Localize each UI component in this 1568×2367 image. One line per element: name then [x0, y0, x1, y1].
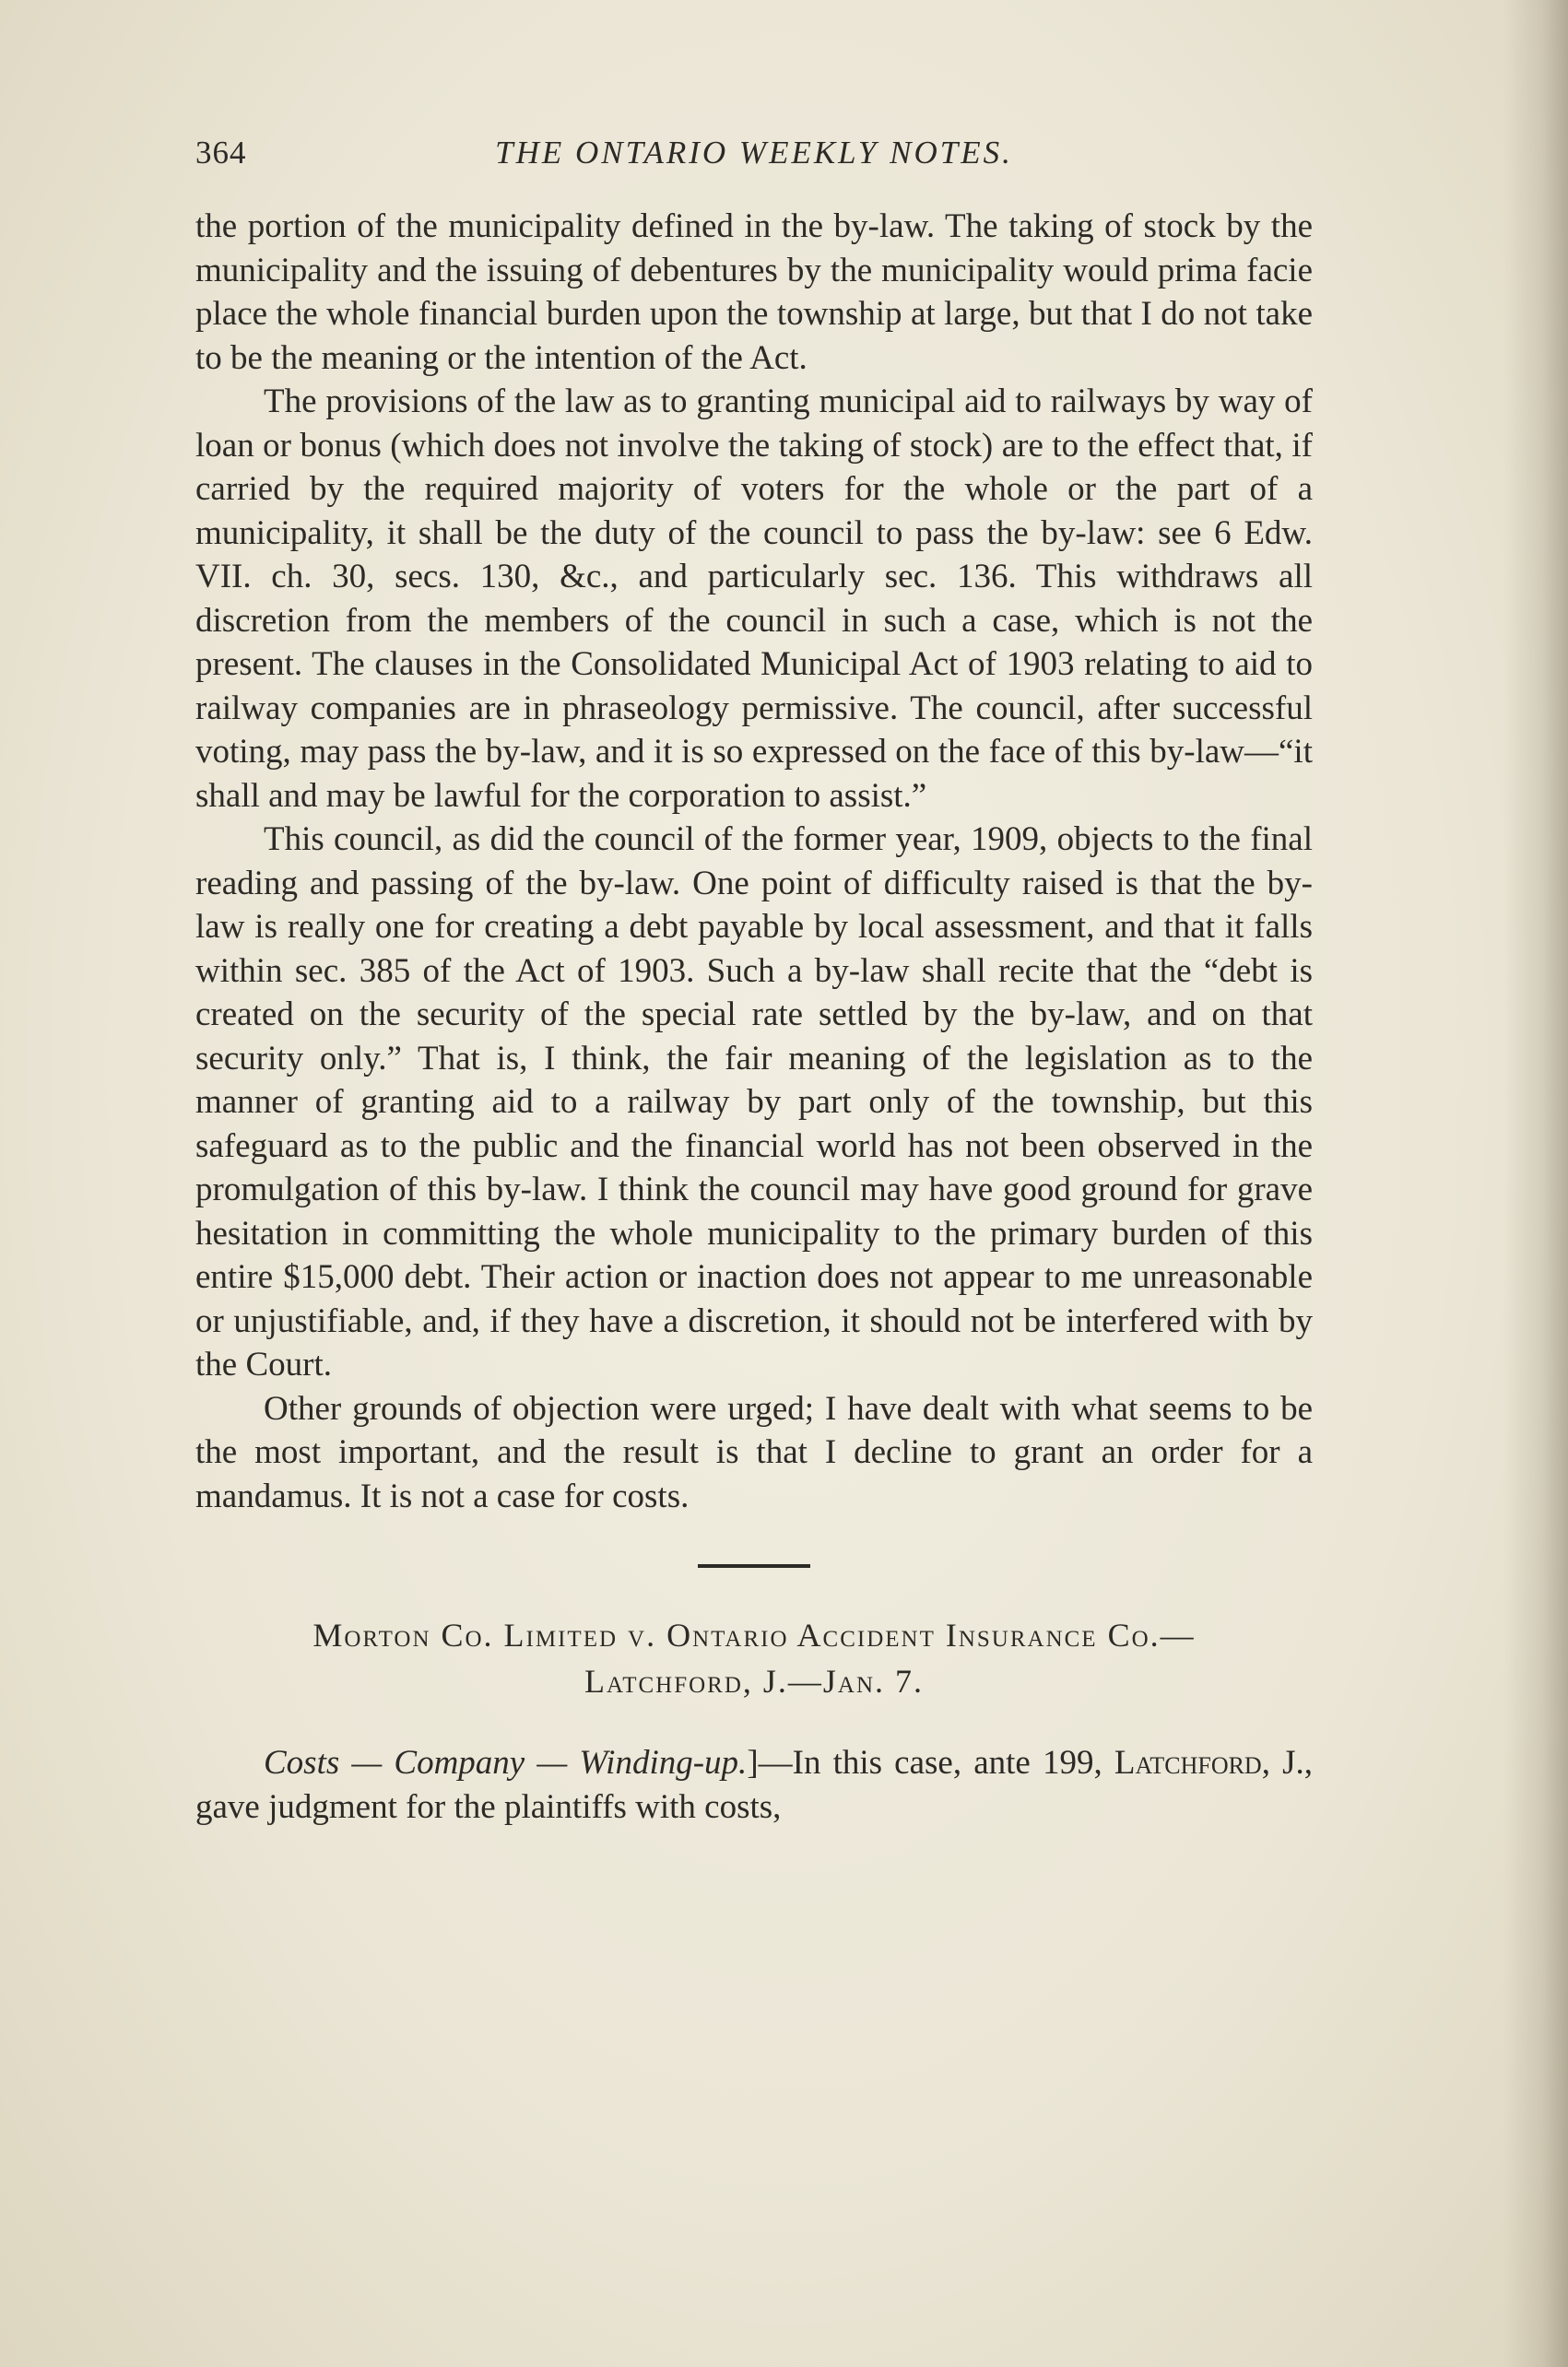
section-divider-rule: [698, 1564, 810, 1568]
case-judge-date: Latchford, J.—Jan. 7.: [584, 1663, 925, 1700]
case-heading: Morton Co. Limited v. Ontario Accident Insurance Co.—: [312, 1617, 1196, 1654]
paragraph-council-objection: This council, as did the council of the former year, 1909, objects to the final reading and passing of the by-law. One point of difficulty raised is that the by-law is really one for creating a debt payable by local assessment, and that it falls within sec. 385 of the Act of 1903. Such a by-law shall recite that the “debt is created on the security of the special rate settled by the by-law, and on that security only.” That is, I think, the fair meaning of the legislation as to the manner of granting aid to a railway by part only of the township, but this safeguard as to the public and the financial world has not been observed in the promulgation of this by-law. I think the council may have good ground for grave hesitation in committing the whole municipality to the primary burden of this entire $15,000 debt. Their action or inaction does not appear to me unreasonable or unjustifiable, and, if they have a discretion, it should not be interfered with by the Court.: [195, 820, 1313, 1384]
page-edge-shadow: [1503, 0, 1568, 2367]
case-summary: [195, 1741, 1313, 1829]
paragraph-conclusion: Other grounds of objection were urged; I have dealt with what seems to be the most important, and the result is that I decline to grant an order for a mandamus. It is not a case for costs.: [195, 1389, 1313, 1515]
paragraph-continuation: the portion of the municipality defined in the by-law. The taking of stock by the municipality and the issuing of debentures by the municipality would prima facie place the whole financial burden upon the township at large, but that I do not take to be the meaning or the intention of the Act.: [195, 207, 1313, 377]
case-catchwords: Costs — Company — Winding-up.: [264, 1744, 748, 1782]
page-content: [195, 129, 1313, 1829]
case-judgment-text: , J., gave judgment for the plaintiffs with costs,: [195, 1744, 1313, 1826]
case-reference: ]—In this case, ante 199,: [747, 1744, 1102, 1782]
page-number: 364: [195, 135, 247, 171]
judge-name: Latchford: [1114, 1744, 1262, 1782]
running-head: [195, 129, 1313, 184]
journal-title: THE ONTARIO WEEKLY NOTES.: [495, 135, 1013, 171]
paragraph-municipal-aid: The provisions of the law as to granting municipal aid to railways by way of loan or bonus (which does not involve the taking of stock) are to the effect that, if carried by the required majority of voters for the whole or the part of a municipality, it shall be the duty of the council to pass the by-law: see 6 Edw. VII. ch. 30, secs. 130, &c., and particularly sec. 136. This withdraws all discretion from the members of the council in such a case, which is not the present. The clauses in the Consolidated Municipal Act of 1903 relating to aid to railway companies are in phraseology permissive. The council, after successful voting, may pass the by-law, and it is so expressed on the face of this by-law—“it shall and may be lawful for the corporation to assist.”: [195, 383, 1313, 815]
